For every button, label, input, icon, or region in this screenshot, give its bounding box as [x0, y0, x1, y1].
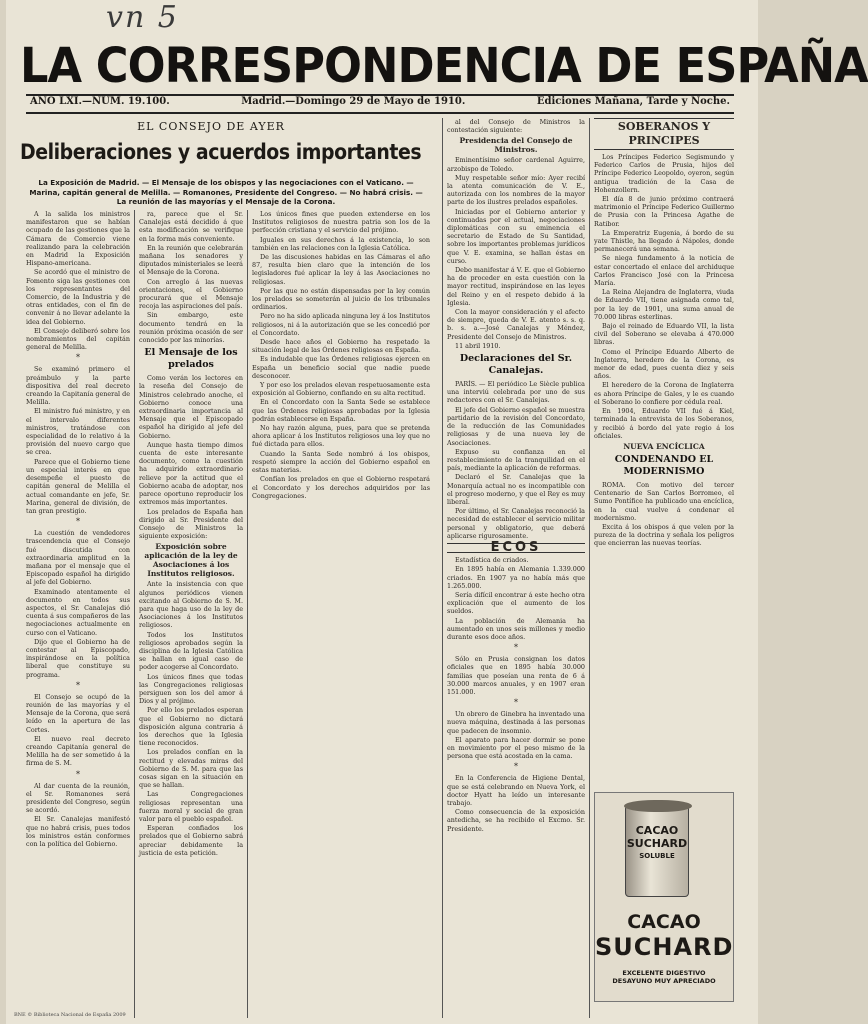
column-rule	[134, 210, 135, 1018]
cacao-suchard-advertisement	[594, 792, 734, 1002]
paragraph: El aparato para hacer dormir se pone en movimiento por el peso mismo de la persona que está acostada en la cama.	[447, 735, 585, 761]
masthead-title: LA CORRESPONDENCIA DE ESPAÑA	[20, 38, 868, 94]
paragraph: Se examinó primero el preámbulo y la parte dispositiva del real decreto creando la Capitanía general de Melilla.	[26, 365, 130, 407]
paragraph: Ante la insistencia con que algunos periódicos vienen excitando al Gobierno de S. M. para que haga uso de la ley de Asociaciones á los Institutos religiosos.	[139, 580, 243, 630]
paragraph: Los Príncipes Federico Segismundo y Federico Carlos de Prusia, hijos del Príncipe Federico Leopoldo, oyeron, según antigua tradición de la Casa de Hohenzollern.	[594, 153, 734, 194]
paragraph: Los prelados confían en la rectitud y elevadas miras del Gobierno de S. M. para que las cosas sigan en la situación en que se hallan.	[139, 748, 243, 790]
paragraph: Un obrero de Ginebra ha inventado una nueva máquina, destinada á las personas que padecen de insomnio.	[447, 710, 585, 735]
paragraph: Pero no ha sido aplicada ninguna ley á los Institutos religiosos, ni á la autorización que se les concedió por el Concordato.	[252, 312, 430, 337]
paragraph: El día 8 de junio próximo contraerá matrimonio el Príncipe Federico Guillermo de Prusia con la Princesa Agathe de Ratibor.	[594, 195, 734, 228]
paragraph: Las Congregaciones religiosas representan una fuerza moral y social de gran valor para el pueblo español.	[139, 790, 243, 823]
column-1	[26, 210, 130, 1010]
paragraph: Sería difícil encontrar á este hecho otra explicación que el aumento de los sueldos.	[447, 590, 585, 616]
paragraph: Bajo el reinado de Eduardo VII, la lista civil del Soberano se elevaba á 470.000 libras.	[594, 322, 734, 347]
column-rule	[442, 118, 443, 1018]
tin-label-line: CACAO	[635, 824, 679, 837]
paragraph: El ministro fué ministro, y en el intervalo diferentes ministros, tratándose con especialidad de lo relativo á la provisión del nuevo cargo que se crea.	[26, 407, 130, 457]
paragraph: Desde hace años el Gobierno ha respetado la situación legal de las Órdenes religiosas en España.	[252, 338, 430, 355]
section-title: SOBERANOS Y PRINCIPES	[594, 118, 734, 150]
paragraph: Los prelados de España han dirigido al Sr. Presidente del Consejo de Ministros la siguiente exposición:	[139, 507, 243, 541]
paragraph: Dijo que el Gobierno ha de contestar al Episcopado, inspirándose en la política liberal que constituye su programa.	[26, 637, 130, 679]
paragraph: El nuevo real decreto creando Capitanía general de Melilla ha de ser sometido á la firma de S. M.	[26, 734, 130, 768]
paragraph: Se niega fundamento á la noticia de estar concertado el enlace del archiduque Carlos Francisco José con la Princesa María.	[594, 254, 734, 288]
section-title: CONDENANDO EL MODERNISMO	[614, 453, 714, 477]
paragraph: En el Concordato con la Santa Sede se establece que las Órdenes religiosas aprobadas por la Iglesia podrán establecerse en España.	[252, 398, 430, 423]
letterhead: Presidencia del Consejo de Ministros.	[459, 136, 573, 155]
cocoa-tin-illustration	[625, 805, 689, 897]
lead-headline: Deliberaciones y acuerdos importantes	[20, 140, 422, 164]
lead-summary: La Exposición de Madrid. — El Mensaje de los obispos y las negociaciones con el Vaticano. —Marina, capitán general de Melilla. — Romanones, Presidente del Congreso. — No habrá crisis. — La reunión de las mayorías y el Mensaje de la Corona.	[29, 178, 423, 206]
paragraph: Se acordó que el ministro de Fomento siga las gestiones con los representantes del Comercio, de la Industria y de otras entidades, con el fin de convenir á no llevar adelante la idea del Gobierno.	[26, 268, 130, 326]
paragraph: La Emperatriz Eugenia, á bordo de su yate Thistle, ha llegado á Nápoles, donde permanecerá una semana.	[594, 228, 734, 254]
paragraph: Confían los prelados en que el Gobierno respetará el Concordato y los derechos adquiridos por las Congregaciones.	[252, 475, 430, 500]
lead-kicker: EL CONSEJO DE AYER	[137, 120, 285, 133]
ad-tagline	[595, 969, 733, 985]
paragraph: Expuso su confianza en el restablecimiento de la tranquilidad en el país, mediante la aplicación de reformas.	[447, 447, 585, 473]
library-credit: BNE © Biblioteca Nacional de España 2009	[14, 1012, 126, 1018]
paragraph: Como el Príncipe Eduardo Alberto de Inglaterra, heredero de la Corona, es menor de edad, pues cuenta diez y seis años.	[594, 347, 734, 381]
tin-lid	[624, 800, 692, 812]
paragraph: Declaró el Sr. Canalejas que la Monarquía actual no es incompatible con el progreso moderno, y que el Rey es muy liberal.	[447, 473, 585, 506]
separator: *	[76, 517, 80, 527]
issue-number: AÑO LXI.—NÚM. 19.100.	[30, 96, 170, 107]
paragraph: El Sr. Canalejas manifestó que no habrá crisis, pues todos los ministros están conformes con la política del Gobierno.	[26, 815, 130, 849]
paragraph: Iguales en sus derechos á la existencia, lo son también en las relaciones con la Iglesia Católica.	[252, 235, 430, 252]
paragraph: En 1904, Eduardo VII fué á Kiel, terminada la entrevista de los Soberanos, y recibió á bordo del yate regio á los oficiales.	[594, 407, 734, 440]
paragraph: Con la mayor consideración y el afecto de siempre, queda de V. E. atento s. s. q. b. s. a.—José Canalejas y Méndez, Presidente del Consejo de Ministros.	[447, 308, 585, 341]
paragraph: Con arreglo á las nuevas orientaciones, el Gobierno procurará que el Mensaje recoja las aspiraciones del país.	[139, 277, 243, 311]
paragraph: En la Conferencia de Higiene Dental, que se está celebrando en Nueva York, el doctor Hyatt ha leído un interesante trabajo.	[447, 774, 585, 808]
paragraph: al del Consejo de Ministros la contestación siguiente:	[447, 118, 585, 135]
paragraph: Debo manifestar á V. E. que el Gobierno ha de proceder en esta cuestión con la mayor rectitud, inspirándose en las leyes del Reino y en el respeto debido á la Iglesia.	[447, 266, 585, 307]
paragraph: A la salida los ministros manifestaron que se habían ocupado de las gestiones que la Cámara de Comercio viene realizando para la celebración en Madrid la Exposición Hispano-americana.	[26, 210, 130, 268]
paragraph: Excita á los obispos á que velen por la pureza de la doctrina y señala los peligros que encierran las nuevas teorías.	[594, 522, 734, 548]
tin-label	[626, 824, 688, 863]
section-note: NUEVA ENCÍCLICA	[623, 441, 705, 451]
section-title: Declaraciones del Sr. Canalejas.	[459, 353, 573, 377]
column-rule	[247, 210, 248, 1018]
editions-note: Ediciones Mañana, Tarde y Noche.	[536, 96, 730, 107]
paragraph: El Consejo deliberó sobre los nombramientos del capitán general de Melilla.	[26, 326, 130, 352]
paragraph: Parece que el Gobierno tiene un especial interés en que desempeñe el puesto de capitán general de Melilla el actual comandante en jefe, Sr. Marina, general de división, de tan gran prestigio.	[26, 457, 130, 515]
paragraph: El heredero de la Corona de Inglaterra es ahora Príncipe de Gales, y le es cuando el Soberano lo confiere por cédula real.	[594, 381, 734, 406]
section-title: El Mensaje de los prelados	[144, 347, 238, 371]
separator: *	[514, 762, 518, 772]
paragraph: Todos los Institutos religiosos aprobados según la disciplina de la Iglesia Católica se hallan en igual caso de poder acogerse al Concordato.	[139, 630, 243, 672]
paragraph: Eminentísimo señor cardenal Aguirre, arzobispo de Toledo.	[447, 156, 585, 173]
ad-tagline-line: EXCELENTE DIGESTIVO	[622, 969, 706, 977]
ad-brand-line2: SUCHARD	[595, 933, 734, 961]
paragraph: Al dar cuenta de la reunión, el Sr. Romanones será presidente del Congreso, según se acordó.	[26, 781, 130, 815]
paragraph: Muy respetable señor mío: Ayer recibí la atenta comunicación de V. E., autorizada con los nombres de la mayor parte de los ilustres prelados españoles.	[447, 173, 585, 207]
paragraph: La Reina Alejandra de Inglaterra, viuda de Eduardo VII, tiene asignada como tal, por la ley de 1901, una suma anual de 70.000 libras esterlinas.	[594, 288, 734, 321]
paragraph: Los únicos fines que todas las Congregaciones religiosas persiguen son los del amor á Dios y al prójimo.	[139, 672, 243, 706]
handwritten-note: vn 5	[106, 0, 179, 35]
paragraph: Los únicos fines que pueden extenderse en los Institutos religiosos de nuestra patria son los de la perfección cristiana y el servicio del prójimo.	[252, 210, 430, 235]
column-4	[447, 118, 585, 1010]
paragraph: La cuestión de vendedores trascendencia que el Consejo fué discutida con extraordinaria amplitud en la mañana por el mensaje que el Episcopado español ha dirigido al jefe del Gobierno.	[26, 529, 130, 587]
separator: *	[514, 698, 518, 708]
column-rule	[589, 118, 590, 1018]
paragraph: Cuando la Santa Sede nombró á los obispos, respetó siempre la acción del Gobierno español en estas materias.	[252, 449, 430, 475]
paragraph: Por último, el Sr. Canalejas reconoció la necesidad de establecer el servicio militar personal y obligatorio, que deberá aplicarse rigurosamente.	[447, 507, 585, 540]
paragraph: ra, parece que el Sr. Canalejas está decidido á que esta modificación se verifique en la forma más conveniente.	[139, 210, 243, 243]
paragraph: Aunque hasta tiempo dimos cuenta de este interesante documento, como la cuestión ha adquirido extraordinario relieve por la actitud que el Gobierno acaba de adoptar, nos parece oportuno reproducir los extremos más importantes.	[139, 440, 243, 507]
paragraph: El Consejo se ocupó de la reunión de las mayorías y el Mensaje de la Corona, que será leído en la apertura de las Cortes.	[26, 692, 130, 734]
column-2	[139, 210, 243, 1010]
newspaper-page	[6, 0, 868, 1024]
masthead-rule-bottom	[26, 112, 734, 114]
separator: *	[76, 769, 80, 779]
paragraph: El jefe del Gobierno español se muestra partidario de la revisión del Concordato, de la reducción de las Comunidades religiosas y de una nueva ley de Asociaciones.	[447, 405, 585, 447]
paragraph: La población de Alemania ha aumentado en unos seis millones y medio durante esos doce años.	[447, 616, 585, 641]
paragraph: En 1895 había en Alemania 1.339.000 criados. En 1907 ya no había más que 1.265.000.	[447, 565, 585, 590]
tin-label-line: SOLUBLE	[639, 852, 675, 860]
ad-tagline-line: DESAYUNO MUY APRECIADO	[612, 977, 716, 985]
separator: *	[76, 680, 80, 690]
ecos-heading: ECOS	[447, 543, 585, 553]
separator: *	[76, 353, 80, 363]
paragraph: De las discusiones habidas en las Cámaras el año 87, resulta bien claro que la intención de los legisladores fué aplicar la ley á las Asociaciones no religiosas.	[252, 253, 430, 286]
paragraph: Como consecuencia de la exposición antedicha, se ha recibido el Excmo. Sr. Presidente.	[447, 808, 585, 833]
masthead-info	[30, 96, 730, 110]
paragraph: Es indudable que las Órdenes religiosas ejercen en España un beneficio social que nadie puede desconocer.	[252, 355, 430, 380]
separator: *	[514, 643, 518, 653]
paragraph: Estadística de criados.	[455, 556, 529, 565]
paragraph: Y por eso los prelados elevan respetuosamente esta exposición al Gobierno, confiando en su alta rectitud.	[252, 381, 430, 398]
paragraph: PARÍS. — El periódico Le Siècle publica una interviú celebrada por uno de sus redactores con el Sr. Canalejas.	[447, 380, 585, 405]
ad-brand-line1: CACAO	[627, 911, 701, 933]
paragraph: Iniciadas por el Gobierno anterior y continuadas por el actual, negociaciones diplomáticas con su eminencia el secretario de Estado de Su Santidad, sobre los importantes problemas jurídicos que V. E. examina, se hallan éstas en curso.	[447, 207, 585, 265]
paragraph: En la reunión que celebrarán mañana los senadores y diputados ministeriales se leerá el Mensaje de la Corona.	[139, 243, 243, 277]
issue-date: Madrid.—Domingo 29 de Mayo de 1910.	[241, 96, 466, 107]
paragraph: Sin embargo, este documento tendrá en la reunión próxima ocasión de ser conocido por las minorías.	[139, 311, 243, 345]
section-subtitle: Exposición sobre aplicación de la ley de Asociaciones á los Institutos religiosos.	[144, 542, 238, 579]
paragraph: 11 abril 1910.	[455, 341, 501, 350]
paragraph: Por las que no están dispensadas por la ley común los prelados se someterán al juicio de los tribunales ordinarios.	[252, 286, 430, 312]
paragraph: Sólo en Prusia consignan los datos oficiales que en 1895 había 30.000 familias que poseían una renta de 6 á 30.000 marcos anuales, y en 1907 eran 151.000.	[447, 655, 585, 696]
paragraph: Por ello los prelados esperan que el Gobierno no dictará disposición alguna contraria á los derechos que la Iglesia tiene reconocidos.	[139, 706, 243, 748]
masthead-rule-top	[26, 94, 734, 96]
paragraph: Esperan confiados los prelados que el Gobierno sabrá apreciar debidamente la justicia de esta petición.	[139, 824, 243, 857]
column-3	[252, 210, 430, 1010]
column-5	[594, 118, 734, 788]
paragraph: Examinado atentamente el documento en todos sus aspectos, el Sr. Canalejas dió cuenta á sus compañeros de las negociaciones actualmente en curso con el Vaticano.	[26, 587, 130, 637]
paragraph: Como verán los lectores en la reseña del Consejo de Ministros celebrado anoche, el Gobierno conoce una extraordinaria importancia al Mensaje que el Episcopado español ha dirigido al jefe del Gobierno.	[139, 374, 243, 440]
tin-label-line: SUCHARD	[626, 837, 688, 850]
paragraph: No hay razón alguna, pues, para que se pretenda ahora aplicar á los Institutos religiosos una ley que no fué dictada para ellos.	[252, 424, 430, 449]
paragraph: ROMA. Con motivo del tercer Centenario de San Carlos Borromeo, el Sumo Pontífice ha publicado una encíclica, en la cual vuelve á condenar el modernismo.	[594, 480, 734, 522]
